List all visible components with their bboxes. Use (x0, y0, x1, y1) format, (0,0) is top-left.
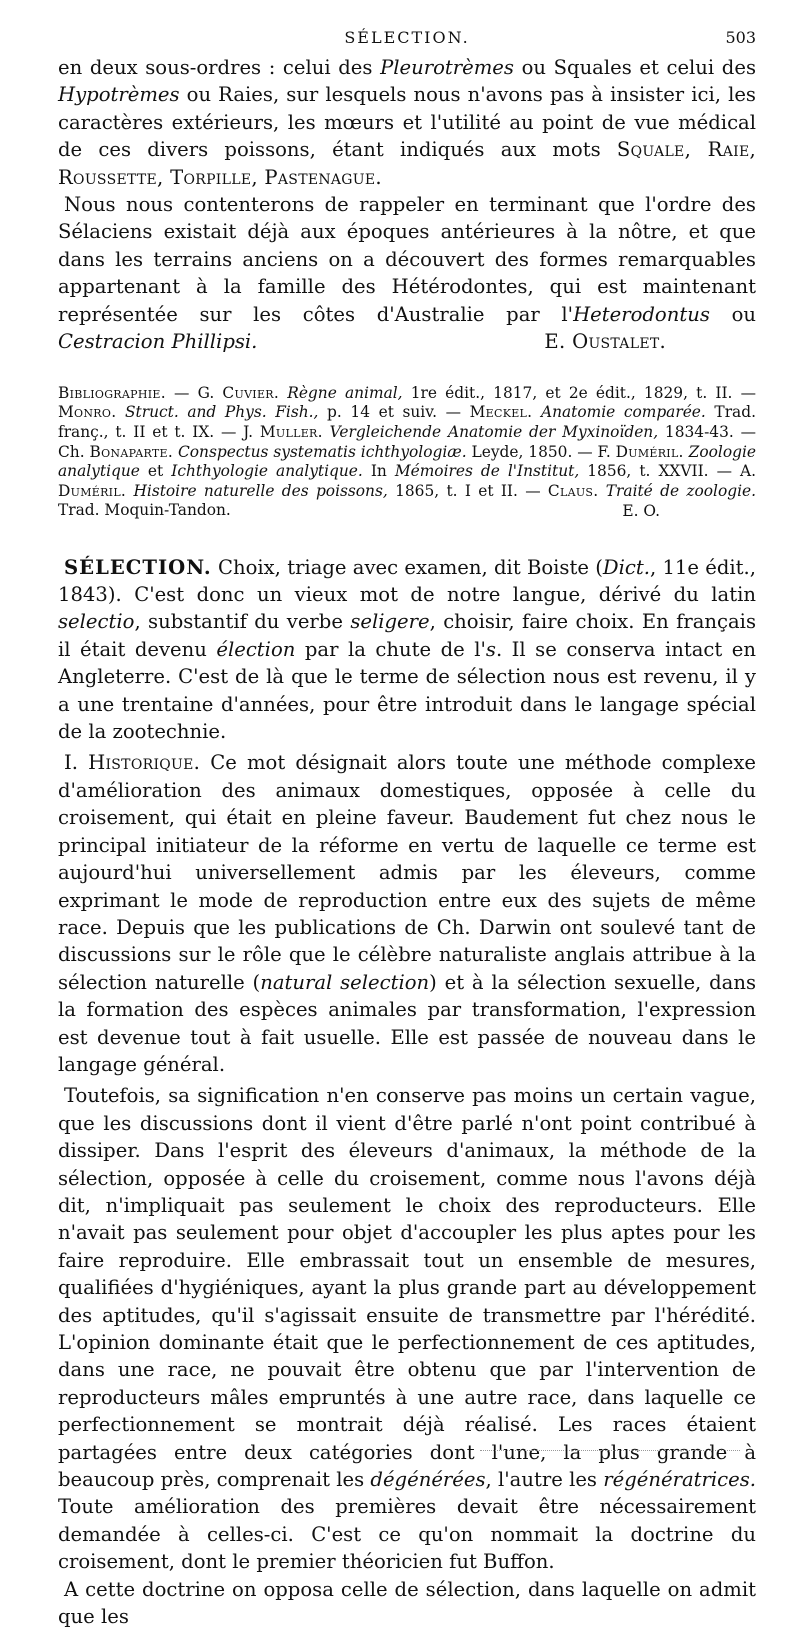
author-muller: Muller. (259, 423, 323, 442)
page-number: 503 (725, 28, 756, 47)
text-run: I. (64, 751, 89, 775)
text-run: en deux sous-ordres : celui des (58, 56, 381, 79)
source-dict: Dict. (602, 555, 650, 579)
text-run: , l'autre les (485, 1468, 604, 1492)
text-run: , substantif du verbe (134, 610, 351, 634)
text-run: Trad. Moquin-Tandon. (58, 501, 231, 520)
work-title: Ichthyologie analytique. (171, 462, 363, 481)
term-cestracion: Cestracion Phillipsi. (58, 330, 258, 354)
text-run: Nous nous contenterons de rappeler en terminant que l'ordre des Sélaciens existait déjà aux époques antérieures à la nôtre, et que dans les terrains anciens on a découvert des formes remarquables appartenant à la famille des Hétérodontes, qui est maintenant représentée sur les côtes d'Australie par l' (58, 193, 756, 326)
main-text (58, 54, 756, 356)
section-heading-historique: Historique. (88, 751, 201, 775)
author-claus: Claus. (547, 481, 599, 500)
paragraph-toutefois (58, 1082, 756, 1575)
text-run: . Il se conserva intact en Angleterre. C'est de là que le terme de sélection nous est revenu, il y a une trentaine d'années, pour être introduit dans le langage spécial de la zootechnie. (58, 637, 756, 744)
text-run: 1re édit., 1817, et 2e édit., 1829, t. II. — (402, 383, 756, 402)
text-run: In (362, 462, 395, 481)
author-monro: Monro. (58, 403, 117, 422)
work-title: Vergleichende Anatomie der Myxinoïden, (329, 423, 659, 442)
term-natural-selection: natural selection (260, 970, 430, 994)
work-title: Struct. and Phys. Fish., (125, 403, 319, 422)
text-run (598, 482, 605, 500)
running-title: SÉLECTION. (344, 28, 470, 47)
term-selectio: selectio (58, 610, 135, 634)
author-cuvier: Cuvier. (222, 383, 280, 402)
text-run: Choix, triage avec examen, dit Boiste ( (211, 555, 603, 579)
term-pleurotremes: Pleurotrèmes (380, 56, 514, 79)
footer-dotted-rule (480, 1450, 740, 1453)
text-run: 1865, t. I et II. — (387, 481, 548, 500)
text-run (323, 423, 330, 441)
text-run: p. 14 et suiv. — (318, 403, 470, 422)
text-run: 1856, t. XXVII. — A. (579, 462, 757, 481)
paragraph-historique (58, 749, 756, 1078)
author-signature: E. Oustalet. (544, 330, 666, 354)
bibliography-text (58, 384, 756, 521)
text-run: 1834-43. — Ch. (58, 423, 756, 461)
text-run (116, 403, 125, 421)
author-dumeril-f: Duméril. (615, 442, 684, 461)
work-title: Conspectus systematis ichthyologiæ. (177, 442, 467, 461)
text-run: , 11e édit., 1843). C'est donc un vieux mot de notre langue, dérivé du latin (58, 555, 756, 607)
term-regeneratrices: régénératrices. (603, 1468, 756, 1492)
work-title: Règne animal, (287, 383, 403, 402)
text-run: , choisir, faire choix. En français il était devenu (58, 610, 756, 661)
work-title: Traité de zoologie. (605, 481, 756, 500)
text-run: par la chute de l' (295, 637, 486, 661)
text-run: ) et à la sélection sexuelle, dans la formation des espèces animales par transformation, l'expression est devenue tout à fait usuelle. Elle est passée de nouveau dans le langage général. (58, 970, 756, 1076)
bibliography-signature: E. O. (622, 502, 660, 521)
text-run (532, 403, 541, 421)
text-run: ou Squales et celui des (513, 56, 756, 79)
term-hypotremes: Hypotrèmes (58, 83, 180, 107)
text-run: Toutefois, sa signification n'en conserve pas moins un certain vague, que les discussions dont il vient d'être parlé n'ont point contribué à dissiper. Dans l'esprit des éleveurs d'animaux, la méthode de la sélection, opposée à celle du croisement, comme nous l'avons déjà dit, n'impliquait pas seulement le choix des reproducteurs. Elle n'avait pas seulement pour objet d'accoupler les plus aptes pour les faire reproduire. Elle embrassait tout un ensemble de mesures, qualifiées d'hygiéniques, ayant la plus grande part au développement des aptitudes, qu'il s'agissait ensuite de transmettre par l'hérédité. L'opinion dominante était que le perfectionnement de ces aptitudes, dans une race, ne pouvait être obtenu que par l'intervention de reproducteurs mâles empruntés à une autre race, dans laquelle ce perfectionnement se montrait déjà réalisé. Les races étaient partagées entre deux catégories dont l'une, la plus grande à beaucoup près, comprenait les (58, 1084, 756, 1492)
running-head (58, 28, 756, 54)
text-run: Trad. franç., t. II et t. IX. — J. (58, 403, 756, 442)
term-heterodontus: Heterodontus (573, 302, 710, 326)
paragraph-sous-ordres (58, 54, 756, 191)
author-bonaparte: Bonaparte. (89, 442, 174, 461)
term-election: élection (216, 637, 296, 661)
article-selection (58, 554, 756, 1630)
text-run: — G. (165, 383, 223, 402)
text-run: et (139, 462, 172, 481)
headword: SÉLECTION. (64, 555, 212, 579)
paragraph-definition (58, 554, 756, 746)
text-run: ou (709, 302, 756, 326)
term-degenerees: dégénérées (370, 1468, 486, 1492)
text-run: Ce mot désignait alors toute une méthode complexe d'amélioration des animaux domestiques, opposée à celle du croisement, qui était en pleine faveur. Baudement fut chez nous le principal initiateur de la réforme en vertu de laquelle ce terme est aujourd'hui universellement admis par les éleveurs, comme exprimant le mode de reproduction entre eux des sujets de même race. Depuis que les publications de Ch. Darwin ont soulevé tant de discussions sur le rôle que le célèbre naturaliste anglais attribue à la sélection naturelle ( (58, 751, 757, 994)
text-run: Leyde, 1850. — F. (466, 442, 616, 461)
bibliography-label: Bibliographie. (58, 383, 166, 402)
text-run (279, 384, 287, 402)
bibliography (58, 384, 756, 522)
work-title: Zoologie analytique (58, 442, 756, 481)
paragraph-doctrine: A cette doctrine on opposa celle de sélection, dans laquelle on admit que les (58, 1577, 756, 1629)
work-title: Mémoires de l'Institut, (394, 462, 580, 481)
cross-references: Squale, Raie, Roussette, Torpille, Pastenague. (58, 138, 756, 189)
work-title: Anatomie comparée. (540, 403, 706, 422)
author-meckel: Meckel. (469, 403, 533, 422)
letter-s: s (485, 637, 496, 661)
text-run: Toute amélioration des premières devait être nécessairement demandée à celles-ci. C'est ce qu'on nommait la doctrine du croisement, dont le premier théoricien fut Buffon. (58, 1495, 756, 1574)
author-dumeril-a: Duméril. (58, 481, 127, 500)
term-seligere: seligere (350, 610, 430, 634)
text-run: ou Raies, sur lesquels nous n'avons pas à insister ici, les caractères extérieurs, les mœurs et l'utilité au point de vue médical de ces divers poissons, étant indiqués aux mots (58, 83, 756, 162)
work-title: Histoire naturelle des poissons, (133, 481, 388, 500)
